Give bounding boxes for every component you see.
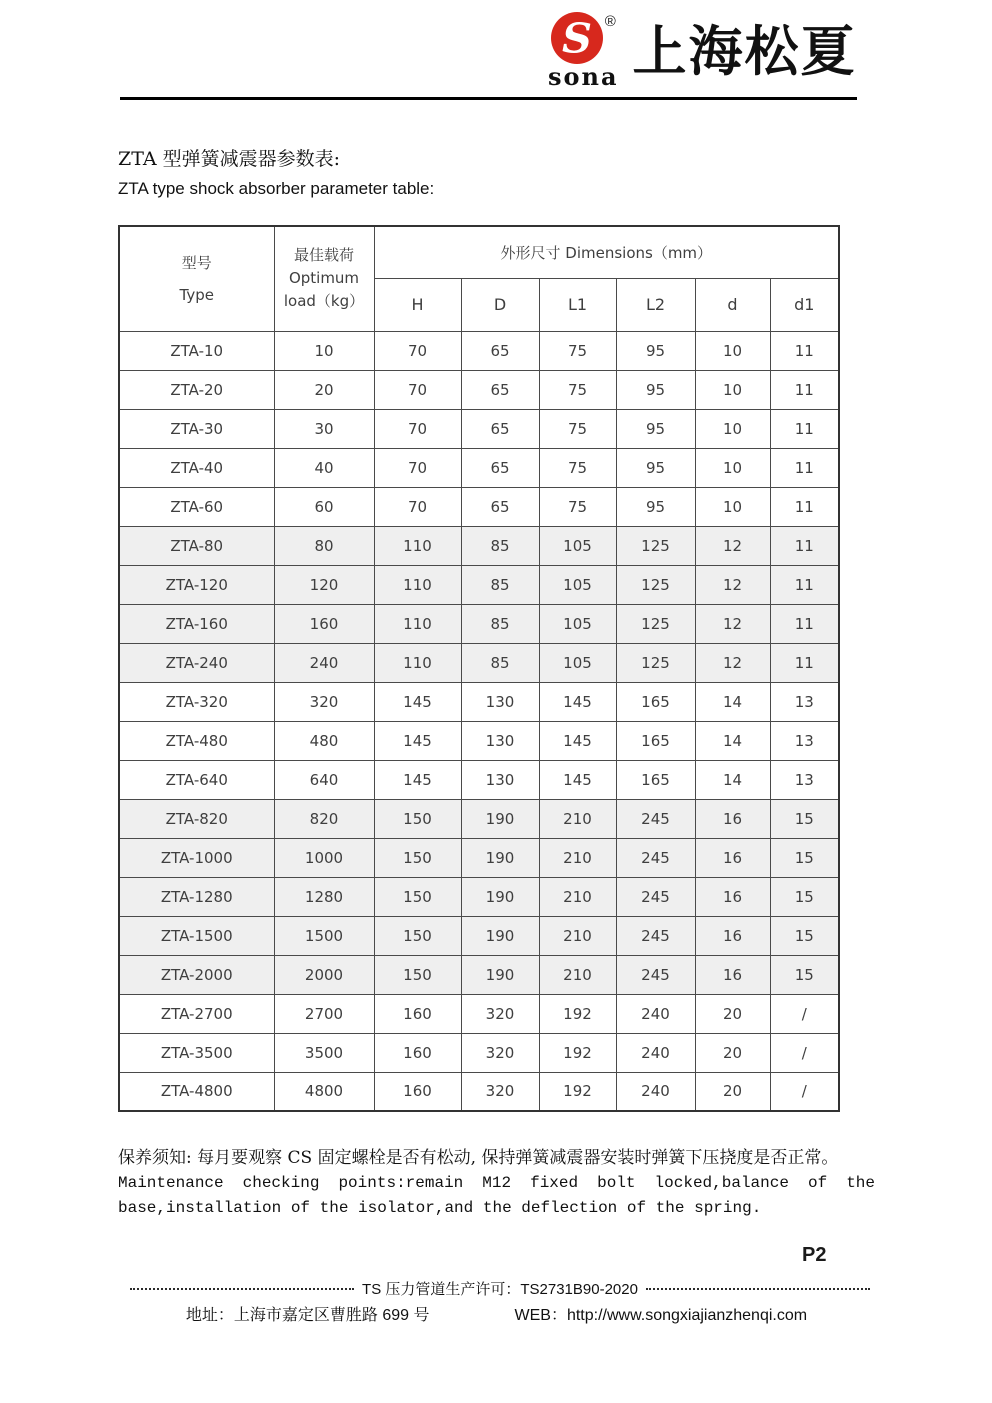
column-header-dim: D bbox=[461, 278, 539, 331]
table-cell: 640 bbox=[274, 760, 374, 799]
table-row bbox=[119, 760, 839, 799]
table-cell: 16 bbox=[695, 955, 770, 994]
table-cell: 65 bbox=[461, 448, 539, 487]
brand-logo bbox=[548, 12, 857, 92]
table-cell: 125 bbox=[616, 565, 695, 604]
table-row bbox=[119, 682, 839, 721]
table-row bbox=[119, 448, 839, 487]
table-cell: 70 bbox=[374, 448, 461, 487]
table-cell: 320 bbox=[461, 994, 539, 1033]
table-cell: 320 bbox=[461, 1072, 539, 1111]
table-cell: 11 bbox=[770, 409, 839, 448]
table-cell: 95 bbox=[616, 331, 695, 370]
table-cell: ZTA-160 bbox=[119, 604, 274, 643]
table-cell: ZTA-60 bbox=[119, 487, 274, 526]
page-number: P2 bbox=[802, 1244, 827, 1266]
table-cell: 150 bbox=[374, 955, 461, 994]
table-row bbox=[119, 799, 839, 838]
table-row bbox=[119, 877, 839, 916]
table-cell: 240 bbox=[616, 1072, 695, 1111]
table-cell: 105 bbox=[539, 643, 616, 682]
table-cell: 11 bbox=[770, 565, 839, 604]
table-cell: 15 bbox=[770, 877, 839, 916]
maintenance-note-english-line1: Maintenance checking points:remain M12 fixed bolt locked,balance of the bbox=[118, 1174, 875, 1192]
table-cell: 20 bbox=[695, 1033, 770, 1072]
table-cell: ZTA-2700 bbox=[119, 994, 274, 1033]
column-header-type bbox=[119, 226, 274, 331]
table-cell: ZTA-30 bbox=[119, 409, 274, 448]
table-cell: 16 bbox=[695, 838, 770, 877]
table-cell: 210 bbox=[539, 877, 616, 916]
table-cell: 245 bbox=[616, 955, 695, 994]
table-cell: 145 bbox=[374, 760, 461, 799]
table-body bbox=[119, 331, 839, 1111]
maintenance-note-english-line2: base,installation of the isolator,and the deflection of the spring. bbox=[118, 1199, 762, 1217]
table-cell: 10 bbox=[695, 448, 770, 487]
sona-logo bbox=[548, 12, 619, 91]
table-cell: 65 bbox=[461, 409, 539, 448]
table-cell: 13 bbox=[770, 721, 839, 760]
table-row bbox=[119, 604, 839, 643]
footer-license-row bbox=[130, 1278, 870, 1299]
table-cell: 145 bbox=[539, 721, 616, 760]
table-cell: 75 bbox=[539, 370, 616, 409]
table-cell: 125 bbox=[616, 643, 695, 682]
column-header-dim: d bbox=[695, 278, 770, 331]
table-row bbox=[119, 1072, 839, 1111]
header-divider bbox=[120, 97, 857, 100]
page-title-english: ZTA type shock absorber parameter table: bbox=[118, 179, 435, 198]
table-row bbox=[119, 565, 839, 604]
table-cell: 245 bbox=[616, 838, 695, 877]
table-cell: 13 bbox=[770, 760, 839, 799]
table-cell: 110 bbox=[374, 565, 461, 604]
table-cell: 10 bbox=[695, 370, 770, 409]
table-cell: ZTA-820 bbox=[119, 799, 274, 838]
table-cell: 160 bbox=[374, 994, 461, 1033]
table-cell: 65 bbox=[461, 370, 539, 409]
table-cell: 10 bbox=[695, 409, 770, 448]
table-cell: 210 bbox=[539, 955, 616, 994]
table-cell: 245 bbox=[616, 799, 695, 838]
table-cell: 85 bbox=[461, 643, 539, 682]
table-cell: 14 bbox=[695, 760, 770, 799]
table-cell: 105 bbox=[539, 604, 616, 643]
table-cell: 130 bbox=[461, 721, 539, 760]
table-cell: 160 bbox=[374, 1033, 461, 1072]
brand-name: 上海松夏 bbox=[632, 20, 857, 83]
table-cell: 85 bbox=[461, 526, 539, 565]
footer-web: WEB：http://www.songxiajianzhenqi.com bbox=[514, 1307, 808, 1324]
table-cell: 2000 bbox=[274, 955, 374, 994]
table-row bbox=[119, 838, 839, 877]
table-cell: 10 bbox=[695, 331, 770, 370]
table-cell: 12 bbox=[695, 526, 770, 565]
table-cell: / bbox=[770, 1033, 839, 1072]
table-cell: 80 bbox=[274, 526, 374, 565]
column-header-dim: H bbox=[374, 278, 461, 331]
table-cell: 11 bbox=[770, 526, 839, 565]
table-cell: 95 bbox=[616, 448, 695, 487]
table-cell: 105 bbox=[539, 526, 616, 565]
table-cell: 13 bbox=[770, 682, 839, 721]
table-cell: 210 bbox=[539, 799, 616, 838]
table-cell: 320 bbox=[274, 682, 374, 721]
table-cell: / bbox=[770, 994, 839, 1033]
table-cell: 70 bbox=[374, 409, 461, 448]
column-header-load-cn: 最佳载荷 bbox=[293, 246, 354, 265]
table-cell: 145 bbox=[374, 721, 461, 760]
table-cell: 150 bbox=[374, 916, 461, 955]
table-cell: 15 bbox=[770, 838, 839, 877]
table-cell: 1280 bbox=[274, 877, 374, 916]
table-cell: 240 bbox=[616, 1033, 695, 1072]
table-cell: 110 bbox=[374, 526, 461, 565]
table-cell: 30 bbox=[274, 409, 374, 448]
parameter-table bbox=[118, 225, 840, 1112]
table-cell: ZTA-120 bbox=[119, 565, 274, 604]
table-cell: 1000 bbox=[274, 838, 374, 877]
table-cell: 105 bbox=[539, 565, 616, 604]
footer-license-text: TS 压力管道生产许可：TS2731B90-2020 bbox=[362, 1281, 638, 1298]
table-cell: 16 bbox=[695, 916, 770, 955]
table-cell: 150 bbox=[374, 877, 461, 916]
table-cell: 12 bbox=[695, 604, 770, 643]
table-cell: 65 bbox=[461, 331, 539, 370]
sona-ball-icon bbox=[551, 12, 603, 64]
registered-trademark-icon: ® bbox=[604, 13, 616, 30]
table-cell: ZTA-1280 bbox=[119, 877, 274, 916]
table-cell: ZTA-80 bbox=[119, 526, 274, 565]
table-cell: 70 bbox=[374, 331, 461, 370]
dotted-line-left bbox=[130, 1288, 354, 1290]
table-cell: 11 bbox=[770, 370, 839, 409]
table-cell: 190 bbox=[461, 838, 539, 877]
table-cell: ZTA-4800 bbox=[119, 1072, 274, 1111]
table-cell: 145 bbox=[539, 760, 616, 799]
table-cell: 16 bbox=[695, 799, 770, 838]
column-header-dimensions: 外形尺寸 Dimensions（mm） bbox=[374, 226, 839, 278]
table-cell: 15 bbox=[770, 799, 839, 838]
column-header-load bbox=[274, 226, 374, 331]
table-cell: 2700 bbox=[274, 994, 374, 1033]
logo-s-letter: S bbox=[561, 13, 592, 63]
table-cell: 11 bbox=[770, 643, 839, 682]
table-cell: 110 bbox=[374, 604, 461, 643]
footer-address: 地址：上海市嘉定区曹胜路 699 号 bbox=[185, 1307, 430, 1324]
table-cell: 11 bbox=[770, 331, 839, 370]
column-header-load-en2: load（kg） bbox=[283, 292, 365, 311]
table-cell: 130 bbox=[461, 682, 539, 721]
table-cell: 190 bbox=[461, 877, 539, 916]
table-cell: 190 bbox=[461, 916, 539, 955]
table-cell: 820 bbox=[274, 799, 374, 838]
table-cell: 20 bbox=[695, 994, 770, 1033]
table-cell: 1500 bbox=[274, 916, 374, 955]
table-cell: ZTA-2000 bbox=[119, 955, 274, 994]
column-header-dim: L2 bbox=[616, 278, 695, 331]
column-header-type-en: Type bbox=[179, 285, 214, 304]
table-cell: 145 bbox=[374, 682, 461, 721]
table-cell: 65 bbox=[461, 487, 539, 526]
table-cell: 60 bbox=[274, 487, 374, 526]
table-row bbox=[119, 487, 839, 526]
table-cell: 4800 bbox=[274, 1072, 374, 1111]
page-title-chinese: ZTA 型弹簧减震器参数表: bbox=[118, 148, 340, 170]
table-cell: 192 bbox=[539, 994, 616, 1033]
table-cell: 75 bbox=[539, 487, 616, 526]
table-cell: 145 bbox=[539, 682, 616, 721]
table-cell: ZTA-320 bbox=[119, 682, 274, 721]
table-row bbox=[119, 526, 839, 565]
table-cell: 85 bbox=[461, 565, 539, 604]
table-cell: 95 bbox=[616, 409, 695, 448]
table-cell: 40 bbox=[274, 448, 374, 487]
maintenance-note-chinese: 保养须知: 每月要观察 CS 固定螺栓是否有松动, 保持弹簧减震器安装时弹簧下压挠度是否正常。 bbox=[118, 1148, 839, 1168]
table-cell: 75 bbox=[539, 448, 616, 487]
table-cell: 120 bbox=[274, 565, 374, 604]
column-header-dim: L1 bbox=[539, 278, 616, 331]
table-row bbox=[119, 994, 839, 1033]
table-cell: 70 bbox=[374, 370, 461, 409]
table-cell: ZTA-480 bbox=[119, 721, 274, 760]
table-cell: 95 bbox=[616, 370, 695, 409]
table-cell: 125 bbox=[616, 526, 695, 565]
table-cell: ZTA-3500 bbox=[119, 1033, 274, 1072]
table-cell: 150 bbox=[374, 799, 461, 838]
table-cell: ZTA-1500 bbox=[119, 916, 274, 955]
dotted-line-right bbox=[646, 1288, 870, 1290]
table-cell: 11 bbox=[770, 487, 839, 526]
table-cell: 11 bbox=[770, 604, 839, 643]
table-row bbox=[119, 955, 839, 994]
footer-address-row bbox=[118, 1302, 875, 1325]
table-cell: 190 bbox=[461, 955, 539, 994]
table-cell: 165 bbox=[616, 760, 695, 799]
table-cell: 480 bbox=[274, 721, 374, 760]
table-cell: 192 bbox=[539, 1033, 616, 1072]
table-cell: 20 bbox=[695, 1072, 770, 1111]
column-header-type-cn: 型号 bbox=[181, 253, 212, 272]
table-cell: 10 bbox=[695, 487, 770, 526]
column-header-dim: d1 bbox=[770, 278, 839, 331]
table-row bbox=[119, 370, 839, 409]
table-cell: 190 bbox=[461, 799, 539, 838]
table-cell: 20 bbox=[274, 370, 374, 409]
table-cell: ZTA-640 bbox=[119, 760, 274, 799]
table-cell: 11 bbox=[770, 448, 839, 487]
table-cell: 10 bbox=[274, 331, 374, 370]
table-cell: 150 bbox=[374, 838, 461, 877]
page-titles bbox=[118, 146, 434, 202]
table-cell: 245 bbox=[616, 916, 695, 955]
table-cell: 160 bbox=[374, 1072, 461, 1111]
table-cell: 165 bbox=[616, 721, 695, 760]
maintenance-notes bbox=[118, 1146, 875, 1221]
table-cell: 85 bbox=[461, 604, 539, 643]
column-header-load-en1: Optimum bbox=[288, 269, 360, 288]
table-cell: 95 bbox=[616, 487, 695, 526]
table-cell: 210 bbox=[539, 916, 616, 955]
table-row bbox=[119, 721, 839, 760]
table-cell: 165 bbox=[616, 682, 695, 721]
table-cell: 240 bbox=[616, 994, 695, 1033]
table-cell: 210 bbox=[539, 838, 616, 877]
table-cell: 320 bbox=[461, 1033, 539, 1072]
table-cell: 12 bbox=[695, 565, 770, 604]
table-cell: 14 bbox=[695, 721, 770, 760]
table-cell: 12 bbox=[695, 643, 770, 682]
table-cell: 16 bbox=[695, 877, 770, 916]
table-cell: ZTA-40 bbox=[119, 448, 274, 487]
table-cell: 14 bbox=[695, 682, 770, 721]
table-cell: ZTA-20 bbox=[119, 370, 274, 409]
table-cell: 15 bbox=[770, 955, 839, 994]
table-row bbox=[119, 331, 839, 370]
table-cell: 125 bbox=[616, 604, 695, 643]
table-cell: 75 bbox=[539, 409, 616, 448]
table-cell: ZTA-240 bbox=[119, 643, 274, 682]
table-cell: 240 bbox=[274, 643, 374, 682]
table-cell: 192 bbox=[539, 1072, 616, 1111]
table-row bbox=[119, 1033, 839, 1072]
table-cell: 110 bbox=[374, 643, 461, 682]
brand-wordmark: sona bbox=[548, 62, 619, 91]
table-cell: 70 bbox=[374, 487, 461, 526]
table-cell: 3500 bbox=[274, 1033, 374, 1072]
table-cell: 75 bbox=[539, 331, 616, 370]
table-cell: 160 bbox=[274, 604, 374, 643]
table-cell: / bbox=[770, 1072, 839, 1111]
table-row bbox=[119, 916, 839, 955]
table-cell: 245 bbox=[616, 877, 695, 916]
table-row bbox=[119, 643, 839, 682]
table-cell: 15 bbox=[770, 916, 839, 955]
table-cell: ZTA-10 bbox=[119, 331, 274, 370]
table-row bbox=[119, 409, 839, 448]
table-cell: 130 bbox=[461, 760, 539, 799]
table-cell: ZTA-1000 bbox=[119, 838, 274, 877]
